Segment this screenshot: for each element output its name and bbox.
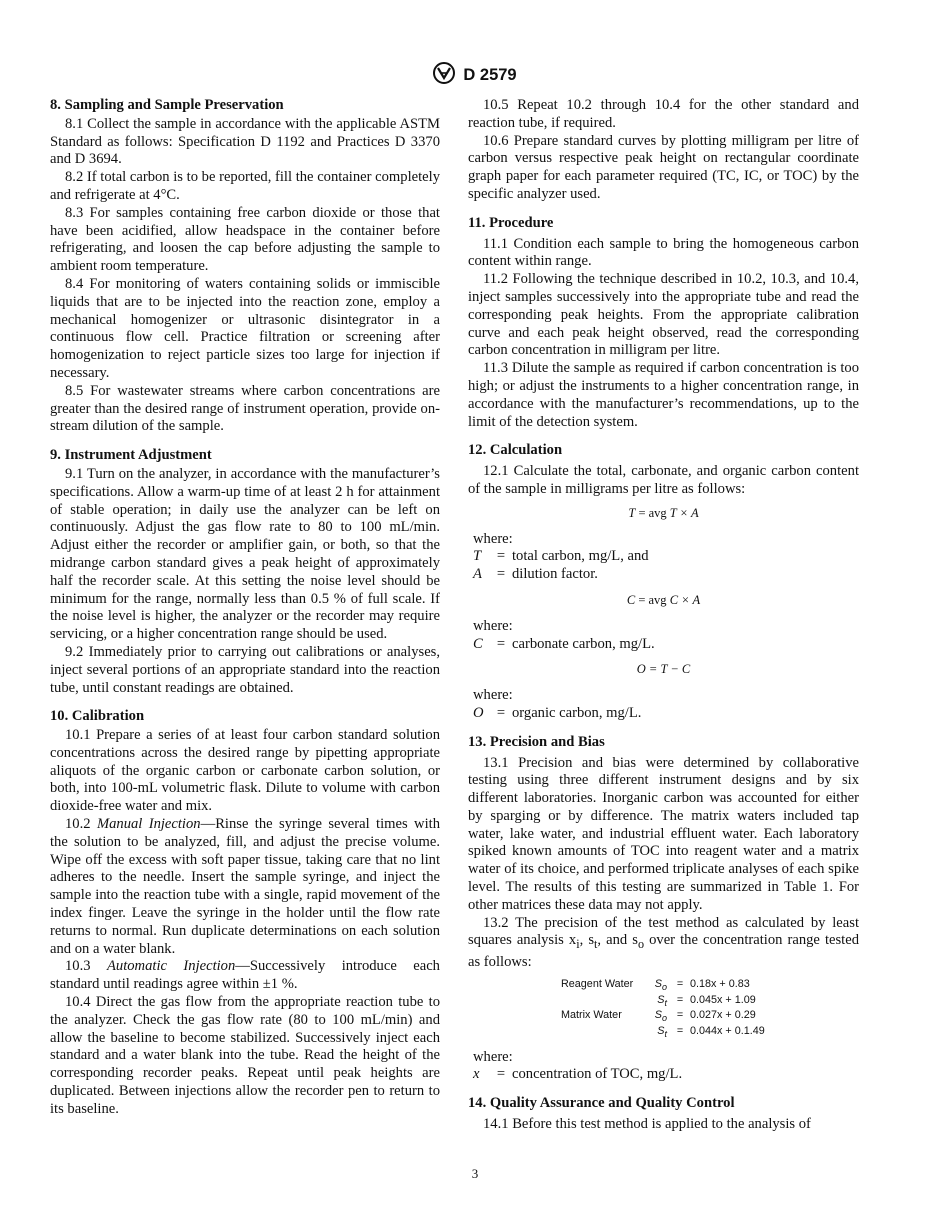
paragraph-10-4: 10.4 Direct the gas flow from the appropriate reaction tube to the analyzer. Check the gas flow rate (80 to 100 mL/min) and allow the baseline to become stabilized. Successively inject each standard and a water blank into the tube. Read the height of the corresponding recorder peaks. Repeat until peak heights are duplicated. Between injections allow the recorder pen to return to its baseline. bbox=[50, 994, 440, 1117]
equation-carbonate-carbon: C = avg C × A bbox=[626, 592, 701, 607]
paragraph-11-3: 11.3 Dilute the sample as required if carbon concentration is too high; or adjust the instruments to a higher concentration range, in accordance with the manufacturer’s recommendations, up to the limit of the detection system. bbox=[468, 360, 859, 430]
paragraph-12-1: 12.1 Calculate the total, carbonate, and organic carbon content of the sample in milligrams per litre as follows: bbox=[468, 463, 859, 497]
paragraph-8-1: 8.1 Collect the sample in accordance with the applicable ASTM Standard as follows: Specification D 1192 and Practices D 3370 and D 3694. bbox=[50, 115, 440, 168]
paragraph-8-5: 8.5 For wastewater streams where carbon concentrations are greater than the desired range of instrument operation, provide on-stream dilution of the sample. bbox=[50, 382, 440, 435]
table-row: $S_t$ = 0.045x + 1.09 bbox=[657, 993, 756, 1008]
definition-row: A = dilution factor. bbox=[473, 566, 598, 583]
paragraph-11-1: 11.1 Condition each sample to bring the homogeneous carbon content within range. bbox=[468, 235, 859, 270]
definition-row: x = concentration of TOC, mg/L. bbox=[473, 1066, 683, 1083]
paragraph-9-2: 9.2 Immediately prior to carrying out calibrations or analyses, inject several portions of an appropriate standard into the reaction tube, until constant readings are obtained. bbox=[50, 643, 440, 696]
left-column bbox=[50, 97, 440, 1119]
equation-organic-carbon: O = T − C bbox=[636, 662, 691, 677]
section-13-heading: 13. Precision and Bias bbox=[468, 733, 605, 750]
paragraph-9-1: 9.1 Turn on the analyzer, in accordance with the manufacturer’s specifications. Allow a warm-up time of at least 2 h for attainment of stable operation; in daily use the analyzer can be left on continuously. Adjust the gas flow rate to 80 to 100 mL/min. Adjust either the recorder or amplifier gain, or both, so that the midrange carbon standard gives a peak height of approximately half the recorder scale. At this setting the noise level should be minimum for the range, normally less than 0.5 % of full scale. If the noise level is higher, the analyzer or the recorder may require servicing, or a higher concentration range should be used. bbox=[50, 465, 440, 643]
where-label: where: bbox=[473, 1048, 513, 1065]
paragraph-11-2: 11.2 Following the technique described in 10.2, 10.3, and 10.4, inject samples successively into the appropriate tube and read the corresponding peak heights. From the appropriate calibration curve and each peak height observed, read the corresponding carbon concentration in milligram per litre. bbox=[468, 271, 859, 359]
section-11-heading: 11. Procedure bbox=[468, 214, 554, 231]
page-number: 3 bbox=[471, 1166, 479, 1181]
paragraph-10-6: 10.6 Prepare standard curves by plotting milligram per litre of carbon versus respective peak height on rectangular coordinate graph paper for each parameter required (TC, IC, or TOC) by the specific analyzer used. bbox=[468, 132, 859, 202]
definition-row: C = carbonate carbon, mg/L. bbox=[473, 635, 655, 652]
paragraph-8-4: 8.4 For monitoring of waters containing solids or immiscible liquids that are to be injected into the reaction zone, employ a mechanical homogenizer or ultrasonic disintegrator in a continuous flow cell. Practice filtration or screening after homogenization to reject particle sizes too large for injection if necessary. bbox=[50, 275, 440, 381]
paragraph-10-1: 10.1 Prepare a series of at least four carbon standard solution concentrations across the desired range by pipetting appropriate aliquots of the organic carbon or carbonate carbon solution, or both, into 100-mL volumetric flask. Dilute to volume with carbon dioxide-free water and mix. bbox=[50, 727, 440, 815]
paragraph-10-5: 10.5 Repeat 10.2 through 10.4 for the other standard and reaction tube, if required. bbox=[468, 97, 859, 131]
definitions-organic bbox=[473, 705, 859, 723]
section-10-heading: 10. Calibration bbox=[50, 708, 145, 725]
page-header bbox=[0, 62, 950, 89]
section-12-heading: 12. Calculation bbox=[468, 442, 563, 459]
section-9-heading: 9. Instrument Adjustment bbox=[50, 447, 212, 464]
paragraph-10-3: 10.3 Automatic Injection—Successively introduce each standard until readings agree within ±1 %. bbox=[50, 958, 440, 993]
definitions-carbonate bbox=[473, 636, 859, 654]
definitions-total bbox=[473, 548, 859, 584]
table-row: Matrix Water $S_o$ = 0.027x + 0.29 bbox=[561, 1009, 756, 1024]
precision-equations-table bbox=[561, 978, 765, 1041]
paragraph-8-2: 8.2 If total carbon is to be reported, fill the container completely and refrigerate at 4°C. bbox=[50, 169, 440, 203]
where-label: where: bbox=[473, 617, 513, 634]
right-column bbox=[468, 97, 859, 1134]
definition-row: O = organic carbon, mg/L. bbox=[473, 704, 642, 721]
definition-row: T = total carbon, mg/L, and bbox=[473, 548, 649, 565]
section-14-heading: 14. Quality Assurance and Quality Control bbox=[468, 1095, 735, 1112]
paragraph-10-2: 10.2 Manual Injection—Rinse the syringe several times with the solution to be analyzed, fill, and adjust the precise volume. Wipe off the excess with soft paper tissue, taking care that no lint adheres to the needle. Insert the sample syringe, and inject the sample into the reaction tube with a single, rapid movement of the index finger. Leave the syringe in the holder until the flow rate returns to normal. Run duplicate determinations on each solution and on a water blank. bbox=[50, 816, 440, 957]
standard-designation: D 2579 bbox=[463, 65, 517, 84]
paragraph-14-1: 14.1 Before this test method is applied to the analysis of bbox=[483, 1115, 811, 1132]
paragraph-8-3: 8.3 For samples containing free carbon dioxide or those that have been acidified, allow headspace in the container before refrigerating, and loosen the cap before adjusting the sample to ambient room temperature. bbox=[50, 204, 440, 275]
table-row: Reagent Water $S_o$ = 0.18x + 0.83 bbox=[561, 977, 750, 993]
table-row: $S_t$ = 0.044x + 0.1.49 bbox=[657, 1024, 765, 1040]
where-label: where: bbox=[473, 530, 513, 547]
section-8-heading: 8. Sampling and Sample Preservation bbox=[50, 97, 284, 113]
equation-total-carbon: T = avg T × A bbox=[628, 505, 699, 520]
where-label: where: bbox=[473, 687, 513, 704]
paragraph-13-2: 13.2 The precision of the test method as calculated by least squares analysis $x_i$, $s_t$, and $s_o$ over the concentration range tested as follows: bbox=[468, 914, 859, 971]
paragraph-13-1: 13.1 Precision and bias were determined by collaborative testing using three different instrument designs and by six different laboratories. Inorganic carbon was accounted for either by sparging or by difference. The matrix waters included tap water, lake water, and industrial effluent water. Each laboratory spiked known amounts of TOC into reagent water and a matrix water of its choice, and performed triplicate analyses of each spike level. The results of this testing are summarized in Table 1. For other matrices these data may not apply. bbox=[468, 754, 859, 913]
definitions-x bbox=[473, 1066, 859, 1084]
astm-logo-icon bbox=[433, 62, 455, 89]
